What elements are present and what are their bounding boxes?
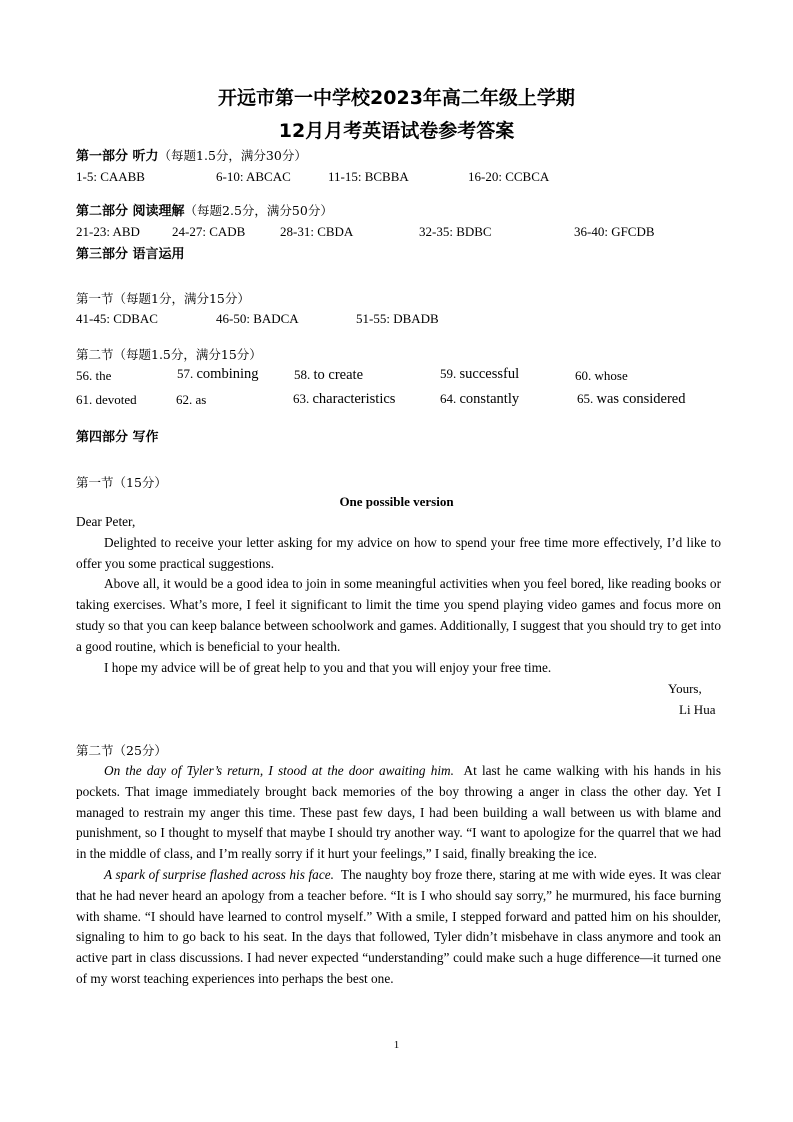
letter-paragraph-2: Above all, it would be a good idea to join in some meaningful activities when you feel bored, like reading books or taking exercises. What’s more, I feel it significant to limit the time you spend playing video games and focus more on study so that you can keep balance between schoolwork and games. Additionally, I suggest that you should try to get into a good routine, which is beneficial to your health. xyxy=(76,576,721,654)
letter-salutation: Dear Peter, xyxy=(76,514,136,529)
title-line-1: 开远市第一中学校2023年高二年级上学期 xyxy=(218,87,575,109)
letter-closing: Yours, xyxy=(668,681,702,696)
part2-answer-2: 24-27: CADB xyxy=(172,224,246,239)
letter-signature: Li Hua xyxy=(679,702,716,717)
blank-56: 56. the xyxy=(76,368,112,383)
blank-64: 64. constantly xyxy=(440,391,520,407)
story-para2-body: The naughty boy froze there, staring at me with wide eyes. It was clear that he had never heard an apology from a teacher before. “It is I who should say sorry,” he murmured, his face burning with shame. “I should have learned to control myself.” With a smile, I stepped forward and patted him on his shoulder, signaling to him to go back to his seat. In the days that followed, Tyler didn’t misbehave in class anymore and took an active part in class discussions. I had never expected “understanding” could make such a huge difference—it turned one of my worst teaching experiences into perhaps the best one. xyxy=(76,866,721,986)
part4-section1-label: 第一节（15分） xyxy=(76,475,167,490)
blank-62: 62. as xyxy=(176,392,207,407)
title-line-2: 12月月考英语试卷参考答案 xyxy=(278,120,515,142)
story-para2-lead: A spark of surprise flashed across his face. xyxy=(104,866,334,882)
blank-58: 58. to create xyxy=(294,367,364,383)
part1-answer-1: 1-5: CAABB xyxy=(76,169,145,184)
letter-body xyxy=(76,512,721,678)
part2-answer-5: 36-40: GFCDB xyxy=(574,224,655,239)
part1-note: （每题1.5分，满分30分） xyxy=(158,148,307,163)
story-para1-lead: On the day of Tyler’s return, I stood at the door awaiting him. xyxy=(104,763,454,778)
part4-heading: 第四部分 写作 xyxy=(76,430,159,445)
part3-s1-answer-2: 46-50: BADCA xyxy=(216,311,299,326)
letter-paragraph-3: I hope my advice will be of great help to you and that you will enjoy your free time. xyxy=(104,659,552,675)
story-para1-body: At last he came walking with his hands in his pockets. That image immediately brought back memories of the boy throwing a anger in class the other day. Yet I managed to restrain my anger this time. These past few days, I had been building a wall between us with blame and punishment, so I thought to myself that maybe I should try another way. “I want to apologize for the quarrel that we had in the middle of class, and I’m really sorry if it hurt your feelings,” I said, finally breaking the ice. xyxy=(76,763,721,862)
part3-s1-answer-3: 51-55: DBADB xyxy=(356,311,439,326)
version-title: One possible version xyxy=(339,494,454,509)
blank-57: 57. combining xyxy=(177,366,259,382)
blank-59: 59. successful xyxy=(440,366,520,382)
part4-section2-label: 第二节（25分） xyxy=(76,743,167,758)
part1-heading-row xyxy=(76,148,307,165)
part3-section2-label: 第二节（每题1.5分，满分15分） xyxy=(76,347,262,362)
part2-note: （每题2.5分，满分50分） xyxy=(184,203,333,218)
blank-60: 60. whose xyxy=(575,368,628,383)
blank-65: 65. was considered xyxy=(577,391,686,407)
letter-paragraph-1: Delighted to receive your letter asking for my advice on how to spend your free time more effectively, I’d like to offer you some practical suggestions. xyxy=(76,534,721,571)
part1-answer-4: 16-20: CCBCA xyxy=(468,169,550,184)
page-number: 1 xyxy=(393,1039,400,1051)
blank-61: 61. devoted xyxy=(76,392,137,407)
story-paragraph-1 xyxy=(76,761,721,865)
blank-63: 63. characteristics xyxy=(293,391,396,407)
part2-answer-4: 32-35: BDBC xyxy=(419,224,492,239)
part2-answer-3: 28-31: CBDA xyxy=(280,224,354,239)
story-paragraph-2 xyxy=(76,865,721,990)
part2-heading: 第二部分 阅读理解 xyxy=(76,204,185,219)
part3-s1-answer-1: 41-45: CDBAC xyxy=(76,311,158,326)
part2-answer-1: 21-23: ABD xyxy=(76,224,140,239)
part3-heading: 第三部分 语言运用 xyxy=(76,247,185,262)
story-body xyxy=(76,761,721,990)
part1-heading: 第一部分 听力 xyxy=(76,149,159,164)
part1-answer-2: 6-10: ABCAC xyxy=(216,169,291,184)
part1-answer-3: 11-15: BCBBA xyxy=(328,169,409,184)
part3-section1-label: 第一节（每题1分，满分15分） xyxy=(76,291,250,306)
part2-heading-row xyxy=(76,203,333,220)
